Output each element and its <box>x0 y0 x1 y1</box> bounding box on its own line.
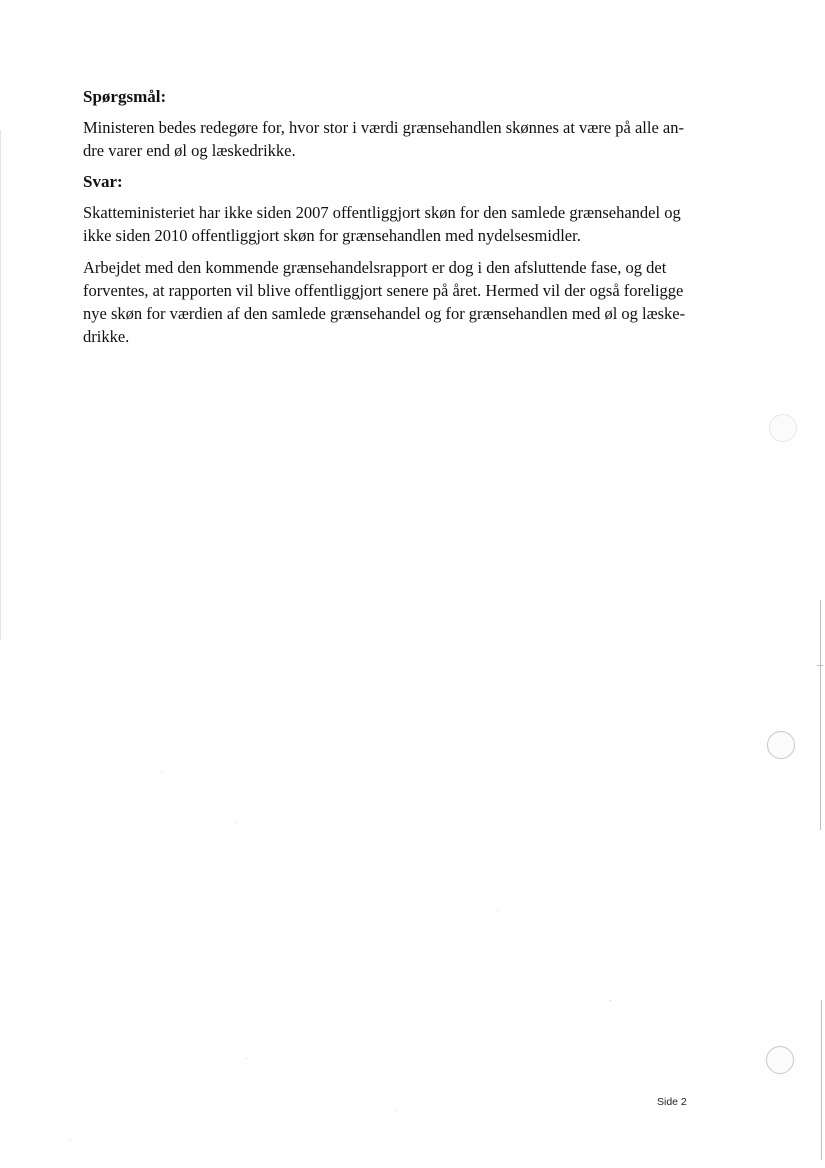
scan-speck <box>610 1000 611 1001</box>
answer-line: Skatteministeriet har ikke siden 2007 offentliggjort skøn for den samlede grænsehandel og <box>83 203 681 222</box>
question-line: Ministeren bedes redegøre for, hvor stor i værdi grænsehandlen skønnes at være på alle an- <box>83 118 684 137</box>
binder-hole-icon <box>766 1046 794 1074</box>
scan-speck <box>70 1140 71 1141</box>
binder-hole-icon <box>769 414 797 442</box>
answer-line: forventes, at rapporten vil blive offentliggjort senere på året. Hermed vil der også foreligge <box>83 281 684 300</box>
question-text <box>83 116 693 162</box>
question-heading: Spørgsmål: <box>83 87 167 106</box>
answer-paragraph-1 <box>83 201 693 247</box>
scan-speck <box>497 910 498 911</box>
answer-line: ikke siden 2010 offentliggjort skøn for grænsehandlen med nydelsesmidler. <box>83 226 581 245</box>
answer-line: nye skøn for værdien af den samlede grænsehandel og for grænsehandlen med øl og læske- <box>83 304 686 323</box>
scan-speck <box>395 1110 396 1111</box>
answer-paragraph-2 <box>83 256 693 348</box>
scan-edge-tick <box>817 665 823 666</box>
scan-edge-line <box>0 130 1 640</box>
binder-hole-icon <box>767 731 795 759</box>
scan-speck <box>236 822 237 823</box>
scan-speck <box>246 1058 247 1059</box>
question-line: dre varer end øl og læskedrikke. <box>83 141 296 160</box>
answer-heading: Svar: <box>83 172 123 191</box>
answer-line: drikke. <box>83 327 130 346</box>
document-body <box>83 86 693 357</box>
page-number: Side 2 <box>657 1096 687 1108</box>
scan-edge-line <box>821 1000 822 1160</box>
scan-edge-line <box>820 600 821 830</box>
scan-speck <box>161 771 162 772</box>
answer-line: Arbejdet med den kommende grænsehandelsrapport er dog i den afsluttende fase, og det <box>83 258 667 277</box>
